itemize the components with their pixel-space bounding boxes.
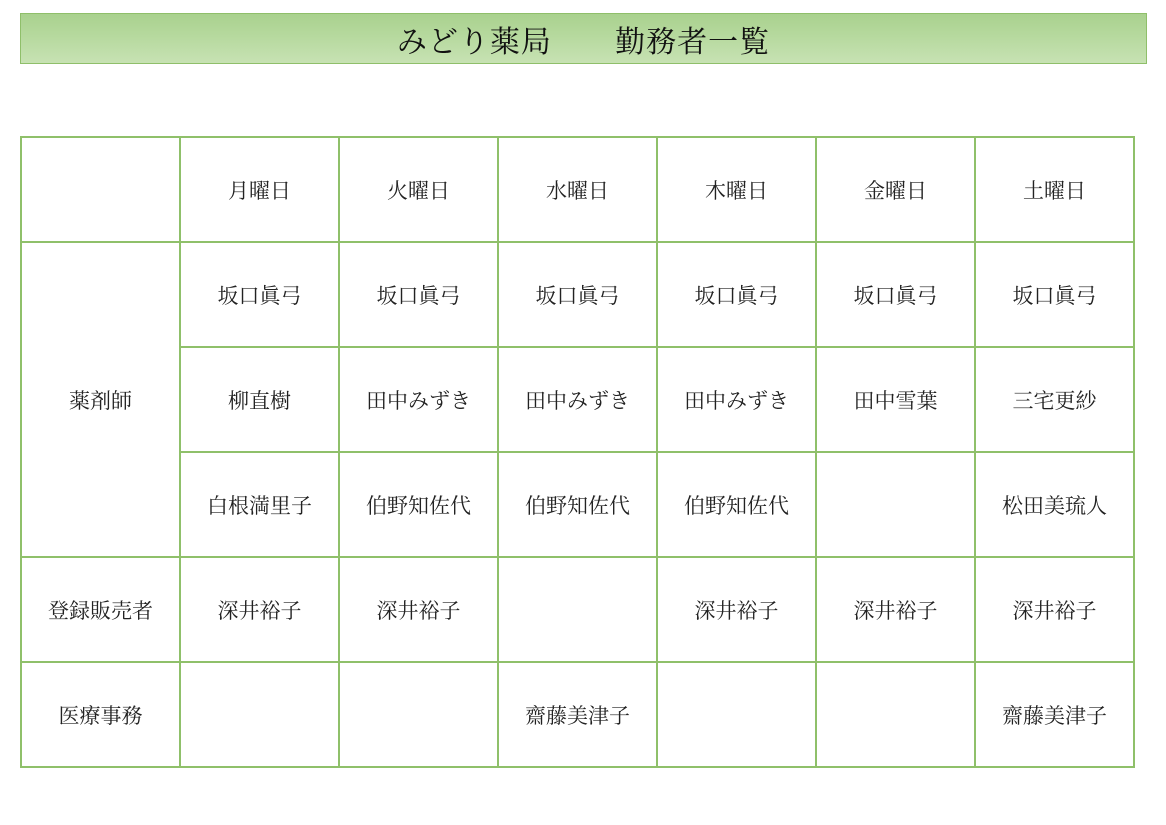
day-header-wednesday: 水曜日	[498, 137, 657, 242]
staff-cell: 深井裕子	[180, 557, 339, 662]
staff-cell: 坂口眞弓	[498, 242, 657, 347]
staff-cell: 田中みずき	[657, 347, 816, 452]
schedule-table	[20, 136, 1135, 768]
staff-cell: 坂口眞弓	[975, 242, 1134, 347]
staff-cell: 坂口眞弓	[180, 242, 339, 347]
role-label-pharmacist: 薬剤師	[21, 242, 180, 557]
staff-cell: 齋藤美津子	[975, 662, 1134, 767]
staff-cell: 深井裕子	[975, 557, 1134, 662]
day-header-saturday: 土曜日	[975, 137, 1134, 242]
pharmacy-name: みどり薬局	[396, 24, 552, 60]
staff-cell: 深井裕子	[657, 557, 816, 662]
header-row	[21, 137, 1134, 242]
role-label-registered-seller: 登録販売者	[21, 557, 180, 662]
staff-cell: 深井裕子	[816, 557, 975, 662]
staff-cell: 坂口眞弓	[816, 242, 975, 347]
staff-cell: 白根満里子	[180, 452, 339, 557]
title-subtitle: 勤務者一覧	[615, 24, 771, 60]
staff-cell	[657, 662, 816, 767]
staff-cell: 深井裕子	[339, 557, 498, 662]
day-header-monday: 月曜日	[180, 137, 339, 242]
staff-cell: 田中雪葉	[816, 347, 975, 452]
staff-cell: 齋藤美津子	[498, 662, 657, 767]
pharmacist-row-1	[21, 242, 1134, 347]
role-label-medical-clerk: 医療事務	[21, 662, 180, 767]
staff-cell	[339, 662, 498, 767]
staff-cell: 坂口眞弓	[657, 242, 816, 347]
staff-cell: 伯野知佐代	[339, 452, 498, 557]
day-header-friday: 金曜日	[816, 137, 975, 242]
pharmacist-row-3	[21, 452, 1134, 557]
staff-cell: 柳直樹	[180, 347, 339, 452]
staff-cell: 松田美琉人	[975, 452, 1134, 557]
registered-seller-row	[21, 557, 1134, 662]
staff-cell	[498, 557, 657, 662]
medical-clerk-row	[21, 662, 1134, 767]
day-header-tuesday: 火曜日	[339, 137, 498, 242]
staff-cell: 伯野知佐代	[657, 452, 816, 557]
staff-cell	[816, 452, 975, 557]
title-bar	[20, 13, 1147, 64]
staff-cell	[816, 662, 975, 767]
page-title	[397, 17, 770, 61]
pharmacist-row-2	[21, 347, 1134, 452]
staff-cell: 伯野知佐代	[498, 452, 657, 557]
staff-cell	[180, 662, 339, 767]
staff-cell: 田中みずき	[339, 347, 498, 452]
staff-cell: 田中みずき	[498, 347, 657, 452]
day-header-thursday: 木曜日	[657, 137, 816, 242]
staff-cell: 三宅更紗	[975, 347, 1134, 452]
corner-cell	[21, 137, 180, 242]
staff-cell: 坂口眞弓	[339, 242, 498, 347]
